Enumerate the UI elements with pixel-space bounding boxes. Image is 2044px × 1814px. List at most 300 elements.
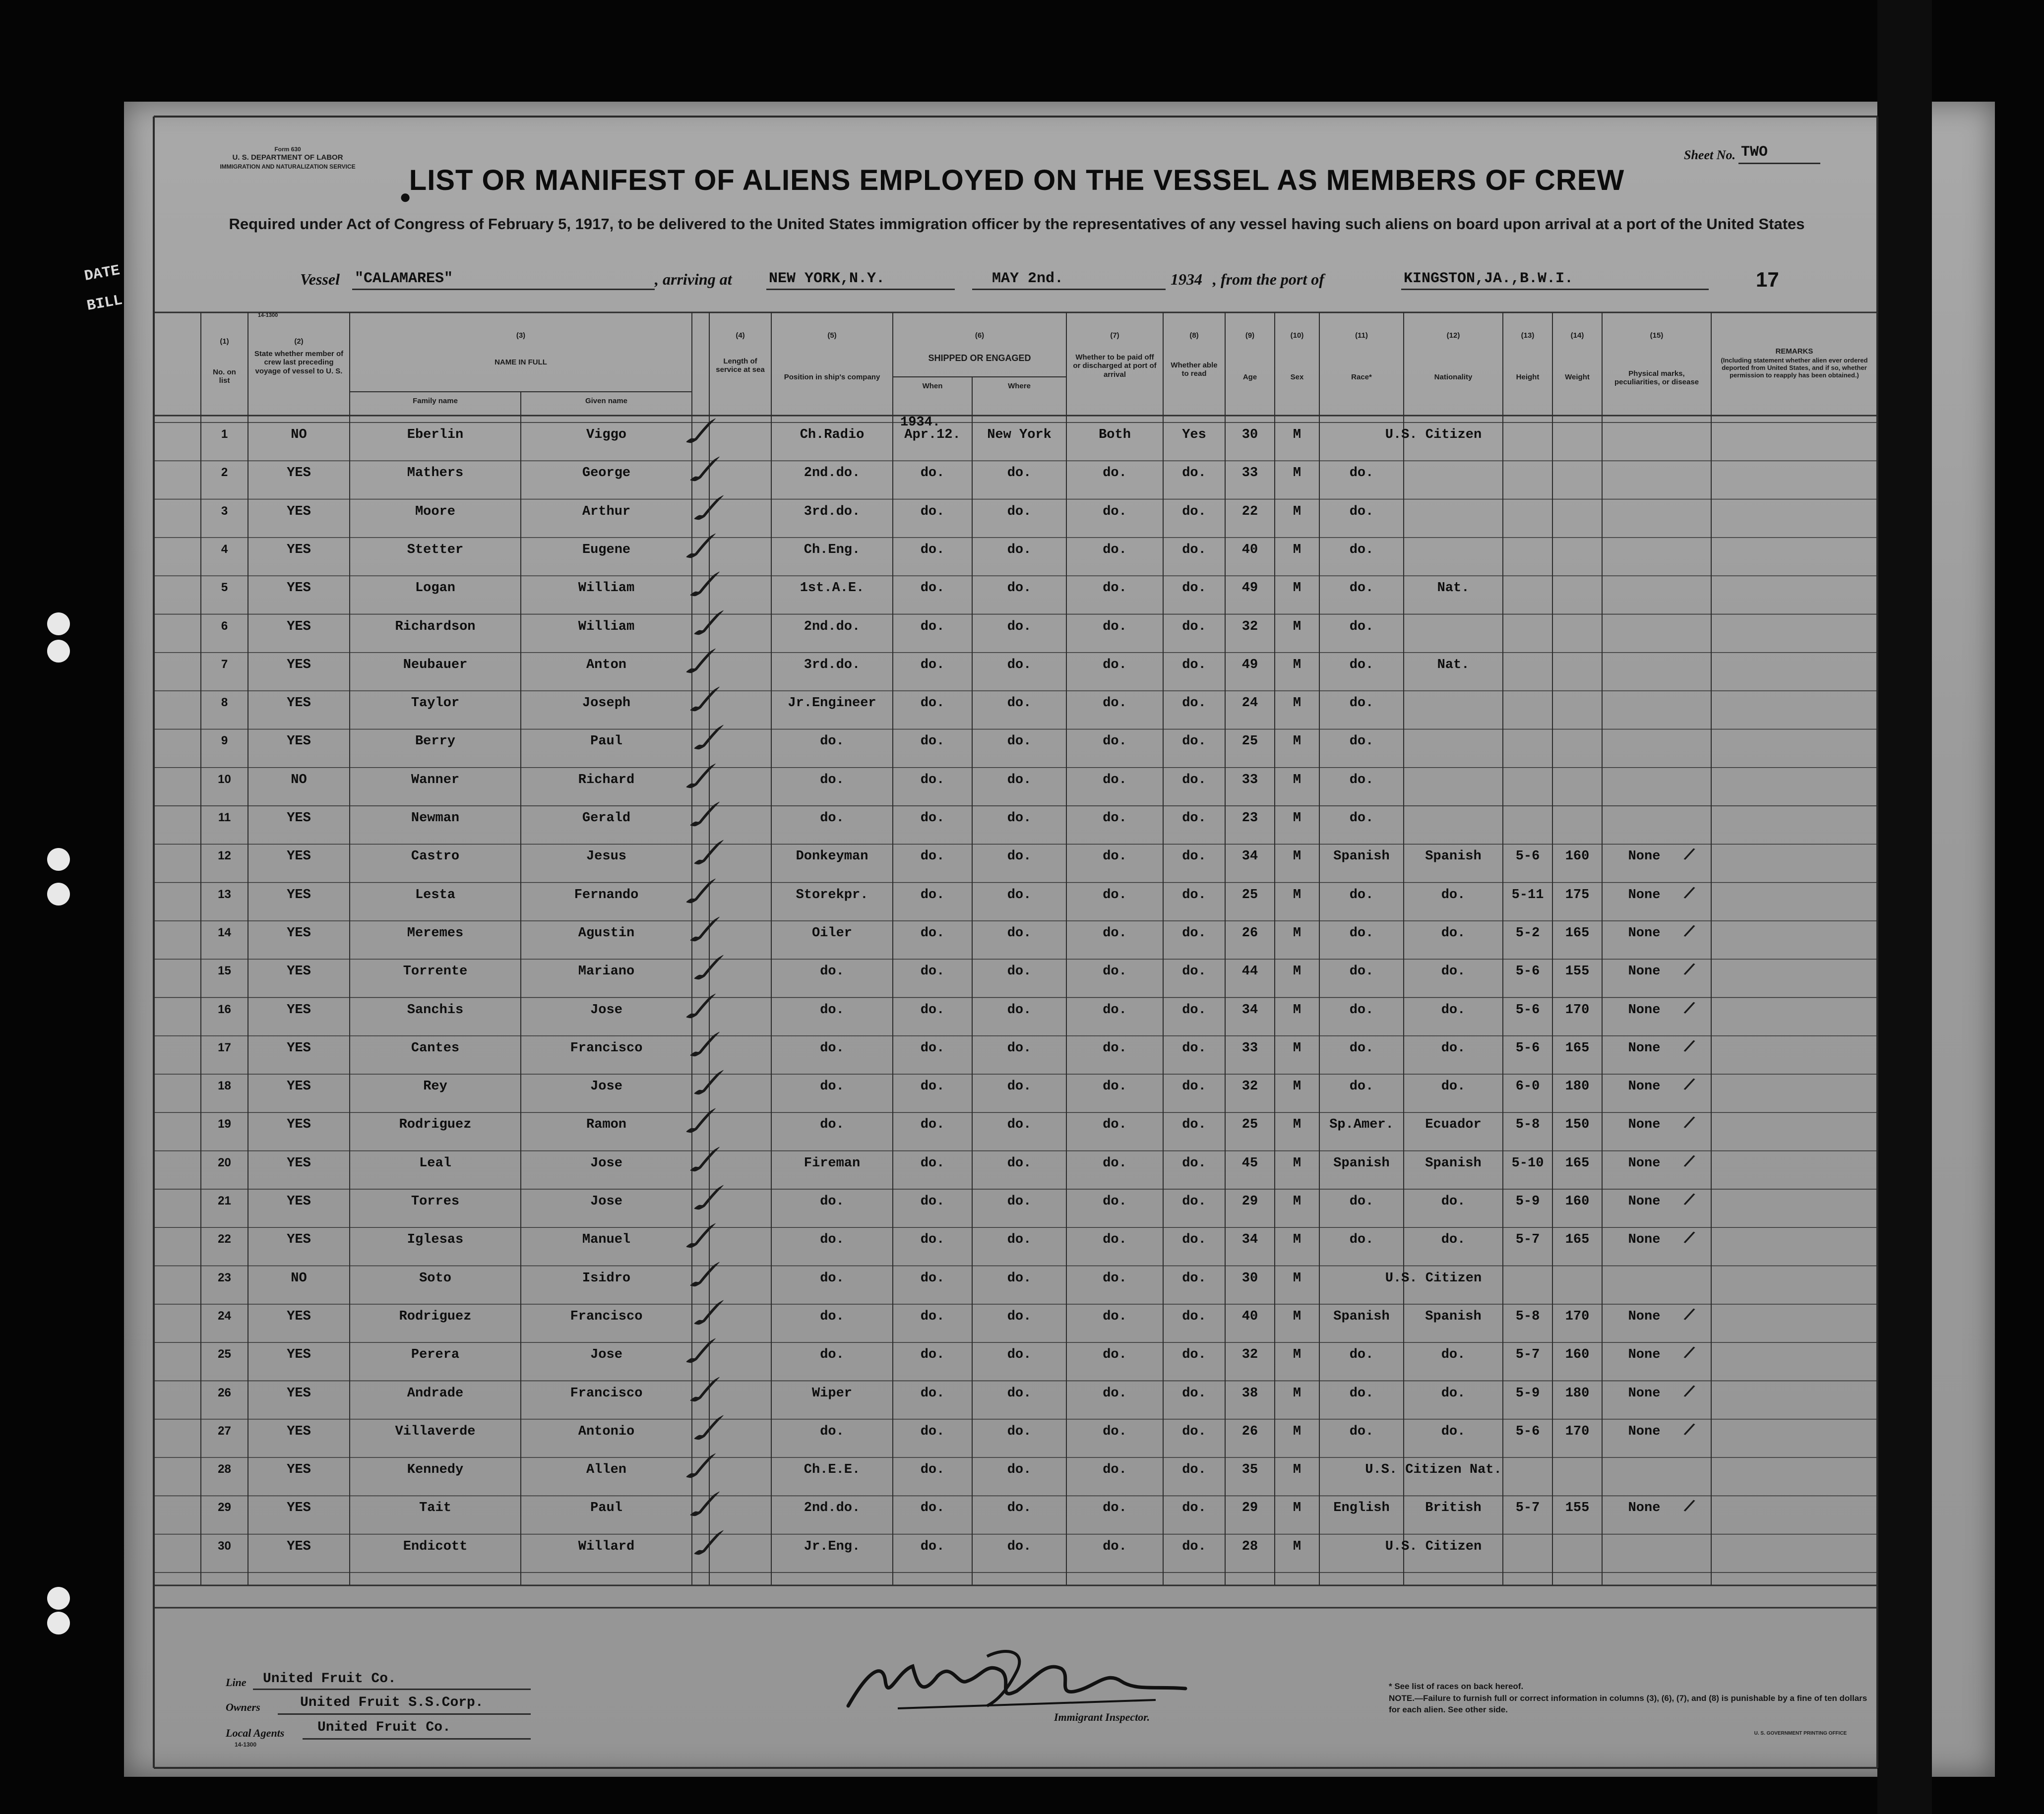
cell-sex: M	[1293, 619, 1301, 634]
cell-height: 5-7	[1515, 1347, 1540, 1363]
col11-num: (11)	[1355, 331, 1368, 340]
cell-when: do.	[920, 1462, 945, 1478]
cell-family: Rodriguez	[399, 1309, 472, 1324]
cell-where: do.	[1007, 1462, 1032, 1478]
cell-family: Mathers	[407, 466, 464, 481]
cell-sex: M	[1293, 542, 1301, 557]
cell-paid: do.	[1103, 466, 1127, 481]
service-check-icon: ✓	[671, 1212, 735, 1261]
cell-no: 28	[218, 1462, 231, 1476]
cell-family: Soto	[419, 1270, 451, 1286]
inspector-label: Immigrant Inspector.	[1054, 1711, 1150, 1723]
cell-given: Richard	[578, 772, 635, 787]
owners-value: United Fruit S.S.Corp.	[300, 1695, 484, 1710]
cell-marks: None	[1628, 1155, 1661, 1171]
cell-family: Sanchis	[407, 1002, 464, 1018]
col1-num: (1)	[220, 337, 229, 346]
cell-when: do.	[920, 1002, 945, 1018]
marks-tick-icon: /	[1682, 1304, 1697, 1325]
col5-num: (5)	[827, 331, 837, 340]
remarks-label: REMARKS	[1775, 347, 1813, 356]
cell-paid: do.	[1103, 887, 1127, 903]
col15-num: (15)	[1650, 331, 1664, 340]
cell-sex: M	[1293, 1117, 1301, 1133]
cell-race: do.	[1349, 504, 1374, 519]
cell-where: do.	[1007, 1232, 1032, 1248]
cell-read: do.	[1182, 734, 1206, 749]
cell-no: 1	[221, 427, 228, 441]
cell-position: do.	[820, 1117, 844, 1133]
cell-nat: British	[1425, 1501, 1482, 1516]
cell-height: 5-9	[1515, 1386, 1540, 1401]
cell-position: Donkeyman	[796, 849, 868, 864]
cell-prev: YES	[287, 504, 311, 519]
cell-when: do.	[920, 734, 945, 749]
cell-position: do.	[820, 1194, 844, 1209]
cell-when: do.	[920, 1040, 945, 1056]
cell-where: do.	[1007, 887, 1032, 903]
cell-no: 13	[218, 887, 231, 901]
cell-where: do.	[1007, 1194, 1032, 1209]
cell-marks: None	[1628, 1232, 1661, 1248]
cell-given: William	[578, 619, 635, 634]
cell-weight: 175	[1565, 887, 1590, 903]
col10-num: (10)	[1290, 331, 1304, 340]
cell-position: do.	[820, 1270, 844, 1286]
cell-height: 5-8	[1515, 1117, 1540, 1133]
cell-read: do.	[1182, 619, 1206, 634]
service-check-icon: ✓	[675, 561, 739, 609]
cell-prev: YES	[287, 811, 311, 826]
cell-weight: 170	[1565, 1309, 1590, 1324]
service-check-icon: ✓	[679, 944, 743, 993]
service-check-icon: ✓	[675, 1366, 739, 1415]
cell-no: 5	[221, 581, 228, 595]
cell-age: 28	[1241, 1539, 1258, 1554]
cell-age: 24	[1241, 696, 1258, 711]
owners-label: Owners	[226, 1701, 260, 1713]
cell-when: do.	[920, 772, 945, 787]
cell-race: do.	[1349, 887, 1374, 903]
cell-where: do.	[1007, 734, 1032, 749]
cell-position: do.	[820, 1079, 844, 1094]
marks-tick-icon: /	[1682, 1074, 1697, 1094]
cell-no: 11	[218, 811, 231, 824]
cell-sex: M	[1293, 1232, 1301, 1248]
remarks-sub-label: (Including statement whether alien ever ordered deported from United States, and if so, whether permission to reapply has been obtained.)	[1721, 357, 1868, 379]
cell-age: 40	[1241, 1309, 1258, 1324]
cell-prev: YES	[287, 1347, 311, 1363]
col11-label: Race*	[1351, 373, 1372, 381]
cell-where: do.	[1007, 772, 1032, 787]
cell-weight: 180	[1565, 1386, 1590, 1401]
cell-height: 5-11	[1511, 887, 1544, 903]
service-check-icon: ✓	[671, 523, 735, 571]
cell-prev: YES	[287, 1194, 311, 1209]
cell-given: Gerald	[582, 811, 631, 826]
cell-family: Richardson	[395, 619, 476, 634]
cell-sex: M	[1293, 1347, 1301, 1363]
cell-when: do.	[920, 1232, 945, 1248]
cell-sex: M	[1293, 1079, 1301, 1094]
cell-height: 5-6	[1515, 849, 1540, 864]
cell-prev: YES	[287, 1386, 311, 1401]
cell-where: do.	[1007, 1424, 1032, 1439]
marks-tick-icon: /	[1682, 1227, 1697, 1248]
cell-age: 49	[1241, 581, 1258, 596]
cell-height: 5-6	[1515, 1424, 1540, 1439]
cell-where: do.	[1007, 1309, 1032, 1324]
cell-nat: Spanish	[1425, 1309, 1482, 1324]
cell-given: Allen	[586, 1462, 626, 1478]
cell-no: 27	[218, 1424, 231, 1438]
service-check-icon: ✓	[675, 791, 739, 840]
cell-read: do.	[1182, 1079, 1206, 1094]
cell-race: English	[1333, 1501, 1390, 1516]
cell-height: 5-7	[1515, 1501, 1540, 1516]
cell-position: do.	[820, 1424, 844, 1439]
cell-read: do.	[1182, 657, 1206, 672]
punch-hole	[47, 883, 70, 906]
cell-position: 1st.A.E.	[800, 581, 865, 596]
cell-paid: do.	[1103, 657, 1127, 672]
cell-position: 3rd.do.	[804, 657, 861, 672]
agents-underline	[303, 1738, 531, 1740]
races-note: * See list of races on back hereof.	[1389, 1682, 1524, 1691]
cell-race: do.	[1349, 811, 1374, 826]
cell-where: do.	[1007, 1079, 1032, 1094]
cell-race: do.	[1349, 925, 1374, 941]
cell-prev: YES	[287, 696, 311, 711]
cell-sex: M	[1293, 734, 1301, 749]
cell-family: Eberlin	[407, 427, 464, 442]
cell-when: do.	[920, 925, 945, 941]
cell-position: 2nd.do.	[804, 466, 861, 481]
cell-no: 16	[218, 1002, 231, 1016]
cell-given: Fernando	[574, 887, 639, 903]
cell-marks: None	[1628, 1386, 1661, 1401]
form-number: Form 630	[274, 146, 301, 153]
cell-prev: YES	[287, 1501, 311, 1516]
cell-where: do.	[1007, 504, 1032, 519]
cell-where: do.	[1007, 581, 1032, 596]
cell-when: do.	[920, 619, 945, 634]
penalty-note: NOTE.—Failure to furnish full or correct information in columns (3), (6), (7), and (8) is punishable by a fine of ten dollars for each alien. See other side.	[1389, 1693, 1867, 1714]
col3-family-label: Family name	[413, 397, 458, 405]
cell-where: New York	[987, 427, 1052, 442]
cell-nat: Spanish	[1425, 1155, 1482, 1171]
service-check-icon: ✓	[679, 1289, 743, 1338]
cell-age: 33	[1241, 772, 1258, 787]
cell-given: Viggo	[586, 427, 626, 442]
cell-given: Manuel	[582, 1232, 631, 1248]
col5-label: Position in ship's company	[784, 373, 880, 381]
cell-given: Ramon	[586, 1117, 626, 1133]
cell-marks: None	[1628, 925, 1661, 941]
cell-read: do.	[1182, 1347, 1206, 1363]
cell-age: 34	[1241, 1002, 1258, 1018]
cell-height: 6-0	[1515, 1079, 1540, 1094]
col12-num: (12)	[1446, 331, 1460, 340]
cell-sex: M	[1293, 1424, 1301, 1439]
cell-race: do.	[1349, 1347, 1374, 1363]
service-check-icon: ✓	[679, 484, 743, 533]
marks-tick-icon: /	[1682, 997, 1697, 1018]
cell-family: Perera	[411, 1347, 460, 1363]
col13-label: Height	[1516, 373, 1540, 381]
col3-label: NAME IN FULL	[495, 358, 547, 366]
cell-no: 25	[218, 1347, 231, 1361]
cell-where: do.	[1007, 1386, 1032, 1401]
cell-prev: YES	[287, 466, 311, 481]
punch-hole	[47, 1612, 70, 1634]
cell-weight: 165	[1565, 1232, 1590, 1248]
cell-prev: NO	[291, 772, 307, 787]
cell-paid: do.	[1103, 1194, 1127, 1209]
cell-read: do.	[1182, 1501, 1206, 1516]
cell-sex: M	[1293, 427, 1301, 442]
cell-position: do.	[820, 1232, 844, 1248]
cell-where: do.	[1007, 657, 1032, 672]
cell-nat: Nat.	[1437, 657, 1470, 672]
arrival-date: MAY 2nd.	[992, 270, 1064, 287]
service-check-icon: ✓	[679, 714, 743, 763]
sheet-edge	[1877, 0, 1932, 1814]
cell-marks: None	[1628, 1079, 1661, 1094]
cell-given: Isidro	[582, 1270, 631, 1286]
cell-sex: M	[1293, 1270, 1301, 1286]
cell-no: 21	[218, 1194, 231, 1208]
cell-family: Wanner	[411, 772, 460, 787]
cell-no: 12	[218, 849, 231, 863]
cell-race: do.	[1349, 542, 1374, 557]
cell-given: Joseph	[582, 696, 631, 711]
cell-marks: None	[1628, 887, 1661, 903]
cell-prev: NO	[291, 1270, 307, 1286]
cell-family: Tait	[419, 1501, 451, 1516]
cell-age: 22	[1241, 504, 1258, 519]
cell-race: do.	[1349, 772, 1374, 787]
cell-sex: M	[1293, 772, 1301, 787]
cell-no: 15	[218, 964, 231, 978]
cell-no: 7	[221, 657, 228, 671]
cell-marks: None	[1628, 1347, 1661, 1363]
cell-race: do.	[1349, 1040, 1374, 1056]
cell-read: do.	[1182, 542, 1206, 557]
arriving-label: , arriving at	[655, 270, 732, 288]
service-check-icon: ✓	[675, 676, 739, 725]
cell-sex: M	[1293, 1194, 1301, 1209]
cell-given: Willard	[578, 1539, 635, 1554]
cell-weight: 165	[1565, 1155, 1590, 1171]
cell-read: do.	[1182, 1386, 1206, 1401]
cell-age: 49	[1241, 657, 1258, 672]
cell-prev: YES	[287, 619, 311, 634]
cell-when: do.	[920, 964, 945, 979]
cell-race: do.	[1349, 1386, 1374, 1401]
cell-nat: Ecuador	[1425, 1117, 1482, 1133]
cell-prev: YES	[287, 1462, 311, 1478]
cell-nat: do.	[1441, 1424, 1466, 1439]
vessel-label: Vessel	[300, 270, 340, 288]
cell-weight: 165	[1565, 1040, 1590, 1056]
cell-height: 5-6	[1515, 964, 1540, 979]
service-check-icon: ✓	[675, 1481, 739, 1530]
cell-race: U.S. Citizen	[1385, 1539, 1482, 1554]
cell-no: 23	[218, 1270, 231, 1284]
cell-weight: 160	[1565, 1194, 1590, 1209]
from-port-underline	[1401, 289, 1709, 290]
cell-prev: YES	[287, 1040, 311, 1056]
cell-position: 3rd.do.	[804, 504, 861, 519]
cell-age: 32	[1241, 619, 1258, 634]
side-stamp-date: DATE	[83, 262, 122, 285]
cell-race: do.	[1349, 657, 1374, 672]
cell-when: Apr.12.	[904, 427, 961, 442]
cell-marks: None	[1628, 1501, 1661, 1516]
cell-race: do.	[1349, 1232, 1374, 1248]
cell-marks: None	[1628, 1194, 1661, 1209]
cell-read: do.	[1182, 772, 1206, 787]
cell-when: do.	[920, 657, 945, 672]
cell-paid: do.	[1103, 1117, 1127, 1133]
cell-where: do.	[1007, 1347, 1032, 1363]
line-value: United Fruit Co.	[263, 1671, 396, 1687]
col6-label: SHIPPED OR ENGAGED	[928, 353, 1031, 363]
cell-age: 34	[1241, 1232, 1258, 1248]
col9-label: Age	[1242, 373, 1257, 381]
page-number: 17	[1756, 268, 1779, 291]
cell-prev: YES	[287, 849, 311, 864]
cell-age: 44	[1241, 964, 1258, 979]
arriving-port: NEW YORK,N.Y.	[769, 270, 885, 287]
cell-where: do.	[1007, 1117, 1032, 1133]
cell-read: do.	[1182, 1232, 1206, 1248]
cell-height: 5-10	[1511, 1155, 1544, 1171]
cell-family: Meremes	[407, 925, 464, 941]
cell-height: 5-9	[1515, 1194, 1540, 1209]
cell-where: do.	[1007, 849, 1032, 864]
cell-family: Logan	[415, 581, 455, 596]
cell-position: do.	[820, 1347, 844, 1363]
col8-label: Whether able to read	[1171, 361, 1218, 378]
cell-height: 5-8	[1515, 1309, 1540, 1324]
cell-nat: do.	[1441, 925, 1466, 941]
cell-height: 5-6	[1515, 1002, 1540, 1018]
cell-paid: do.	[1103, 964, 1127, 979]
cell-prev: YES	[287, 1155, 311, 1171]
col3-num: (3)	[516, 331, 526, 340]
sheet-no-value: TWO	[1741, 144, 1768, 161]
punch-hole	[47, 612, 70, 635]
cell-when: do.	[920, 849, 945, 864]
inspector-signature	[838, 1641, 1205, 1721]
cell-nat: do.	[1441, 887, 1466, 903]
marks-tick-icon: /	[1682, 959, 1697, 979]
service-check-icon: ✓	[679, 1059, 743, 1108]
cell-read: do.	[1182, 811, 1206, 826]
cell-when: do.	[920, 1270, 945, 1286]
punch-hole	[47, 1587, 70, 1610]
cell-age: 33	[1241, 466, 1258, 481]
cell-position: do.	[820, 1040, 844, 1056]
service-check-icon: ✓	[679, 1174, 743, 1223]
line-underline	[253, 1689, 531, 1690]
cell-given: Francisco	[570, 1309, 643, 1324]
cell-prev: YES	[287, 1424, 311, 1439]
cell-prev: YES	[287, 887, 311, 903]
cell-when: do.	[920, 581, 945, 596]
cell-weight: 155	[1565, 1501, 1590, 1516]
col2-num: (2)	[294, 337, 304, 346]
cell-no: 22	[218, 1232, 231, 1246]
marks-tick-icon: /	[1682, 1380, 1697, 1401]
cell-paid: do.	[1103, 1270, 1127, 1286]
cell-age: 45	[1241, 1155, 1258, 1171]
service-check-icon: ✓	[671, 408, 735, 456]
department-label: U. S. DEPARTMENT OF LABOR	[232, 153, 343, 162]
agents-value: United Fruit Co.	[317, 1720, 451, 1735]
cell-given: Jose	[590, 1002, 622, 1018]
cell-paid: do.	[1103, 1386, 1127, 1401]
cell-family: Villaverde	[395, 1424, 476, 1439]
col15-label: Physical marks, peculiarities, or disease	[1614, 369, 1699, 387]
cell-position: Jr.Engineer	[788, 696, 876, 711]
cell-sex: M	[1293, 1309, 1301, 1324]
cell-age: 40	[1241, 542, 1258, 557]
service-check-icon: ✓	[671, 867, 735, 916]
cell-position: Ch.Eng.	[804, 542, 861, 557]
cell-sex: M	[1293, 887, 1301, 903]
title-bullet-icon: ●	[399, 186, 412, 208]
cell-position: Ch.E.E.	[804, 1462, 861, 1478]
from-port-label: , from the port of	[1213, 270, 1324, 288]
cell-prev: YES	[287, 1002, 311, 1018]
cell-family: Rodriguez	[399, 1117, 472, 1133]
cell-race: do.	[1349, 581, 1374, 596]
cell-height: 5-2	[1515, 925, 1540, 941]
cell-given: Mariano	[578, 964, 635, 979]
service-check-icon: ✓	[679, 599, 743, 648]
cell-nat: Nat.	[1437, 581, 1470, 596]
cell-when: do.	[920, 1539, 945, 1554]
cell-when: do.	[920, 1117, 945, 1133]
punch-hole	[47, 848, 70, 871]
cell-when: do.	[920, 1424, 945, 1439]
cell-weight: 150	[1565, 1117, 1590, 1133]
marks-tick-icon: /	[1682, 844, 1697, 865]
cell-marks: None	[1628, 1424, 1661, 1439]
cell-age: 38	[1241, 1386, 1258, 1401]
agents-label: Local Agents	[226, 1727, 285, 1739]
cell-age: 26	[1241, 1424, 1258, 1439]
marks-tick-icon: /	[1682, 1419, 1697, 1440]
cell-family: Cantes	[411, 1040, 460, 1056]
cell-paid: do.	[1103, 1501, 1127, 1516]
cell-read: do.	[1182, 1117, 1206, 1133]
cell-nat: do.	[1441, 1347, 1466, 1363]
cell-paid: do.	[1103, 1347, 1127, 1363]
cell-read: do.	[1182, 1309, 1206, 1324]
cell-sex: M	[1293, 581, 1301, 596]
cell-nat: do.	[1441, 964, 1466, 979]
marks-tick-icon: /	[1682, 1495, 1697, 1516]
cell-no: 8	[221, 696, 228, 710]
cell-paid: do.	[1103, 1040, 1127, 1056]
cell-when: do.	[920, 1309, 945, 1324]
cell-weight: 165	[1565, 925, 1590, 941]
service-check-icon: ✓	[675, 1021, 739, 1070]
